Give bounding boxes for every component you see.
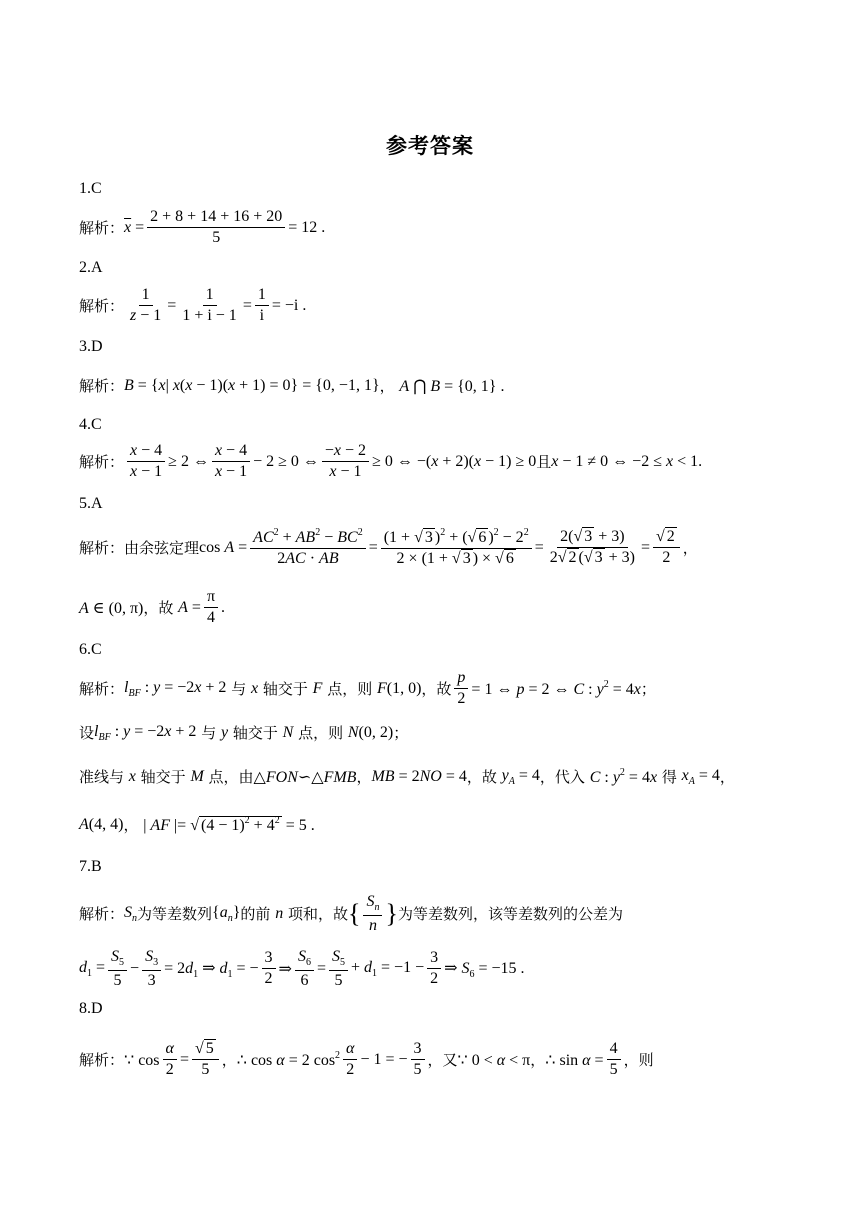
answer-key-q1: 1.C: [79, 180, 102, 197]
solution-label: 解析：: [79, 453, 125, 472]
solution-q6-line3: 准线与 x 轴交于 M 点，由 △FON∽△FMB ， MB = 2NO = 4 ，故 $y_A = 4$ ，代入 C : $y^2 = 4x$ 得 $x_A = 4$ ，: [79, 766, 735, 787]
answer-key-q6: 6.C: [79, 641, 102, 658]
solution-label: 解析：: [79, 219, 125, 238]
solution-q8: 解析： ∵ cos $\frac{\alpha}{2}$ = $\frac{√ 5}{5}$ ， ∴ cos α = 2 $\cos^2$ $\frac{\alpha}{2}$ − 1 = − $\frac{3}{5}$ ，又 ∵ 0 < α < π ， ∴ sin α = $\frac{4}{5}$ ，则: [79, 1040, 654, 1079]
solution-q5: 解析： 由余弦定理 cos A = $\frac{AC^2 + AB^2 - BC^2}{2AC \cdot AB}$ = $\frac{(1 + √ 3 )^2 + (√ 6 )^2 - 2^2}{2 \times (1 + √ 3 ) \times √ 6}$ = $\frac{2(√ 3 + 3)}{2√ 2 (√ 3 + 3)}$ = $\frac{√ 2}{2}$ ，: [79, 527, 698, 568]
answer-key-q4: 4.C: [79, 416, 102, 433]
answer-key-q8: 8.D: [79, 1000, 103, 1017]
solution-q2: 解析： $\frac{1}{z - 1}$ = $\frac{1}{1 + i - 1}$ = $\frac{1}{i}$ = −i .: [79, 286, 307, 325]
solution-label: 解析：: [79, 297, 125, 316]
solution-label: 解析：: [79, 905, 125, 924]
answer-key-q7: 7.B: [79, 858, 102, 875]
solution-label: 解析：: [79, 680, 125, 699]
page-title: 参考答案: [386, 134, 474, 158]
solution-q5-line2: A ∈ (0, π) ，故 A = $\frac{\pi}{4}$ .: [79, 588, 226, 627]
solution-q4: 解析： $\frac{x - 4}{x - 1}$ ≥ 2 ⇔ $\frac{x - 4}{x - 1}$ − 2 ≥ 0 ⇔ $\frac{-x - 2}{x - 1}$ ≥ 0 ⇔ −(x + 2)(x − 1) ≥ 0 且 x − 1 ≠ 0 ⇔ −2 ≤ x < 1.: [79, 442, 703, 481]
answer-key-q5: 5.A: [79, 495, 103, 512]
solution-label: 解析：: [79, 539, 125, 558]
solution-label: 解析：: [79, 1051, 125, 1070]
solution-q7-line2: $d_1$ = $\frac{S_5}{5}$ − $\frac{S_3}{3}$ = $2d_1$ ⇒ $d_1$ = − $\frac{3}{2}$ ⇒ $\frac{S_6}{6}$ = $\frac{S_5}{5}$ + $d_1 = -1$ − $\frac{3}{2}$ ⇒ $S_6 = -15$ .: [79, 948, 525, 989]
answer-key-q3: 3.D: [79, 338, 103, 355]
solution-q6: 解析： $l_{BF}$ : y = −2x + 2 与 x 轴交于 F 点，则 F(1, 0) ，故 $\frac{p}{2}$ = 1 ⇔ p = 2 ⇔ C : $y^2 = 4x$ ；: [79, 669, 656, 708]
solution-label: 解析：: [79, 377, 125, 395]
solution-q3: 解析： B = {x| x(x − 1)(x + 1) = 0} = {0, −1, 1} ， A ⋂ B = {0, 1} .: [79, 376, 505, 395]
solution-q6-line4: A(4, 4) ， | AF |= √ $(4 - 1)^2 + 4^2 = 5$ .: [79, 814, 315, 834]
solution-q1: 解析： $\overline{x}$ = $\frac{2 + 8 + 14 + 16 + 20}{5}$ = 12 .: [79, 208, 326, 247]
answer-key-q2: 2.A: [79, 259, 103, 276]
solution-q6-line2: 设 $l_{BF}$ : y = −2x + 2 与 y 轴交于 N 点，则 N(0, 2) ；: [79, 722, 409, 743]
solution-q7: 解析： $S_n$ 为等差数列 $\{a_n\}$ 的前 n 项和，故 { $\frac{S_n}{n}$ } 为等差数列，该等差数列的公差为: [79, 893, 623, 934]
